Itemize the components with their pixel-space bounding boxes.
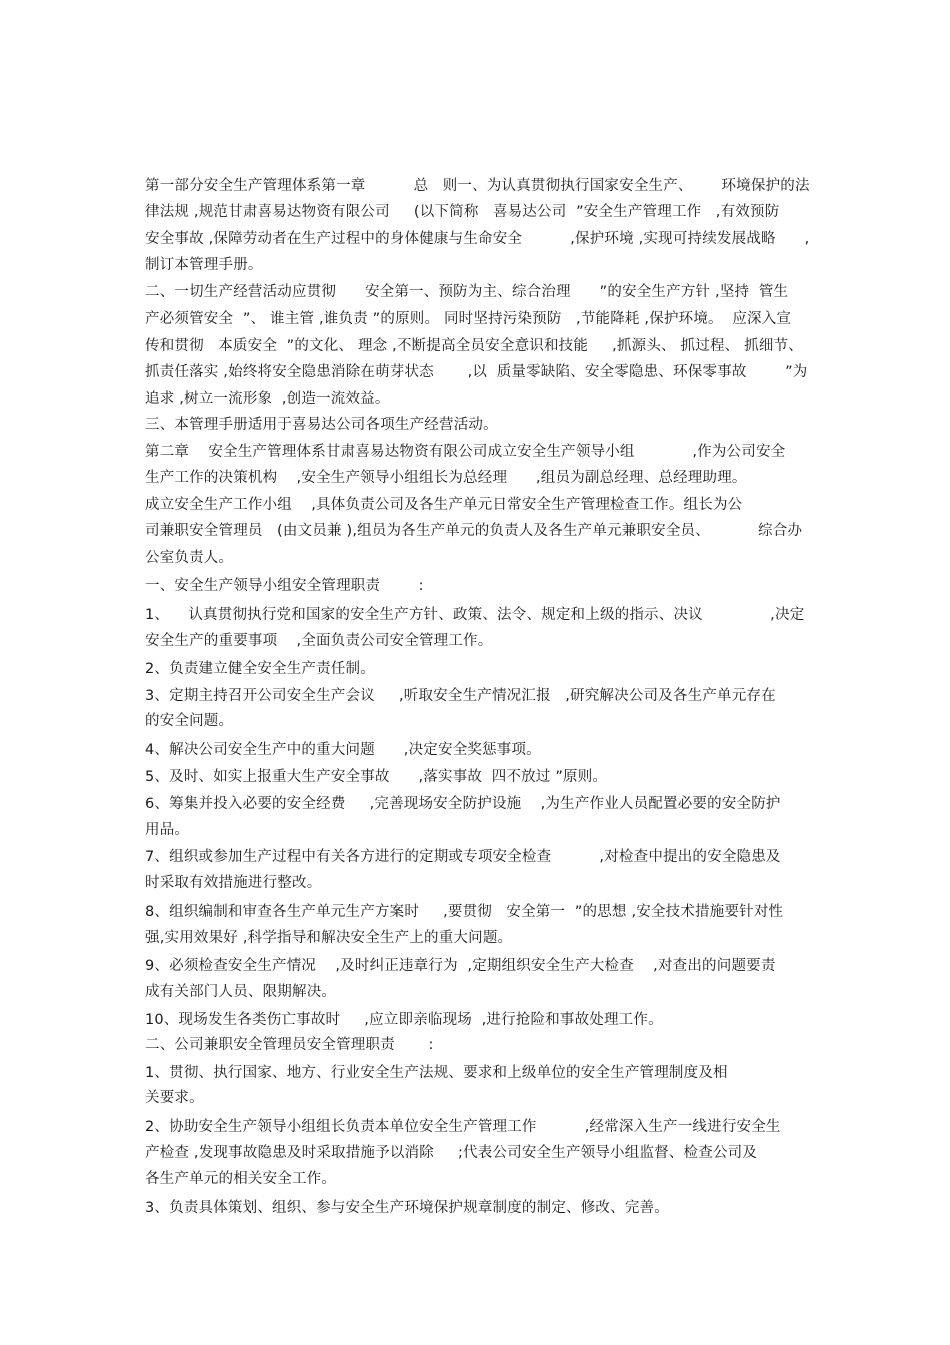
list-item-line: 成有关部门人员、限期解决。 [145,984,337,1000]
list-item-line: 7、组织或参加生产过程中有关各方进行的定期或专项安全检查 ,对检查中提出的安全隐患及 [145,849,781,865]
chapter-heading-line: 第二章 安全生产管理体系甘肃喜易达物资有限公司成立安全生产领导小组 ,作为公司安全 [145,444,786,460]
body-text-line: 生产工作的决策机构 ,安全生产领导小组组长为总经理 ,组员为副总经理、总经理助理。 [145,470,747,486]
list-item-line: 10、现场发生各类伤亡事故时 ,应立即亲临现场 ,进行抢险和事故处理工作。 [145,1012,663,1028]
body-text-line: 律法规 ,规范甘肃喜易达物资有限公司 (以下简称 喜易达公司 ”安全生产管理工作 ,有效预防 [145,204,780,220]
section-heading-line: 一、安全生产领导小组安全管理职责 : [145,578,424,594]
list-item-line: 关要求。 [145,1090,204,1106]
list-item-line: 6、筹集并投入必要的安全经费 ,完善现场安全防护设施 ,为生产作业人员配置必要的安全防护 [145,796,781,812]
list-item-line: 2、协助安全生产领导小组组长负责本单位安全生产管理工作 ,经常深入生产一线进行安全生 [145,1119,781,1135]
list-item-line: 2、负责建立健全安全生产责任制。 [145,661,375,677]
body-text-line: 公室负责人。 [145,550,234,566]
body-text-line: 制订本管理手册。 [145,257,263,273]
list-item-line: 5、及时、如实上报重大生产安全事故 ,落实事故 四不放过 ”原则。 [145,769,608,785]
list-item-line: 9、必须检查安全生产情况 ,及时纠正违章行为 ,定期组织安全生产大检查 ,对查出的问题要责 [145,958,776,974]
body-text-line: 产必须管安全 ”、 谁主管 ,谁负责 ”的原则。 同时坚持污染预防 ,节能降耗 ,保护环境。 应深入宣 [145,311,792,327]
body-text-line: 安全事故 ,保障劳动者在生产过程中的身体健康与生命安全 ,保护环境 ,实现可持续发展战略 , [145,231,810,247]
list-item-line: 产检查 ,发现事故隐患及时采取措施予以消除 ;代表公司安全生产领导小组监督、检查公司及 [145,1145,758,1161]
list-item-line: 用品。 [145,822,190,838]
section-heading-line: 二、公司兼职安全管理员安全管理职责 : [145,1037,434,1053]
body-text-line: 二、一切生产经营活动应贯彻 安全第一、预防为主、综合治理 ”的安全生产方针 ,坚持 管生 [145,284,789,300]
body-text-line: 追求 ,树立一流形象 ,创造一流效益。 [145,391,390,407]
body-text-line: 三、本管理手册适用于喜易达公司各项生产经营活动。 [145,417,498,433]
list-item-line: 3、定期主持召开公司安全生产会议 ,听取安全生产情况汇报 ,研究解决公司及各生产单元存在 [145,688,776,704]
list-item-line: 1、贯彻、执行国家、地方、行业安全生产法规、要求和上级单位的安全生产管理制度及相 [145,1065,728,1081]
list-item-line: 强,实用效果好 ,科学指导和解决安全生产上的重大问题。 [145,930,513,946]
list-item-line: 的安全问题。 [145,713,234,729]
list-item-line: 各生产单元的相关安全工作。 [145,1171,337,1187]
list-item-line: 8、组织编制和审查各生产单元生产方案时 ,要贯彻 安全第一 ”的思想 ,安全技术措施要针对性 [145,904,784,920]
list-item-line: 4、解决公司安全生产中的重大问题 ,决定安全奖惩事项。 [145,742,541,758]
body-text-line: 传和贯彻 本质安全 ”的文化、 理念 ,不断提高全员安全意识和技能 ,抓源头、 抓过程、 抓细节、 [145,338,803,354]
body-text-line: 司兼职安全管理员 (由文员兼 ),组员为各生产单元的负责人及各生产单元兼职安全员、 综合办 [145,523,803,539]
body-text-line: 成立安全生产工作小组 ,具体负责公司及各生产单元日常安全生产管理检查工作。组长为公 [145,497,743,513]
body-text-line: 抓责任落实 ,始终将安全隐患消除在萌芽状态 ,以 质量零缺陷、安全零隐患、环保零事故 ”为 [145,364,808,380]
list-item-line: 1、 认真贯彻执行党和国家的安全生产方针、政策、法令、规定和上级的指示、决议 ,决定 [145,607,805,623]
list-item-line: 时采取有效措施进行整改。 [145,875,322,891]
list-item-line: 3、负责具体策划、组织、参与安全生产环境保护规章制度的制定、修改、完善。 [145,1200,669,1216]
body-text-line: 第一部分安全生产管理体系第一章 总 则一、为认真贯彻执行国家安全生产、 环境保护的法 [145,178,810,194]
list-item-line: 安全生产的重要事项 ,全面负责公司安全管理工作。 [145,633,493,649]
